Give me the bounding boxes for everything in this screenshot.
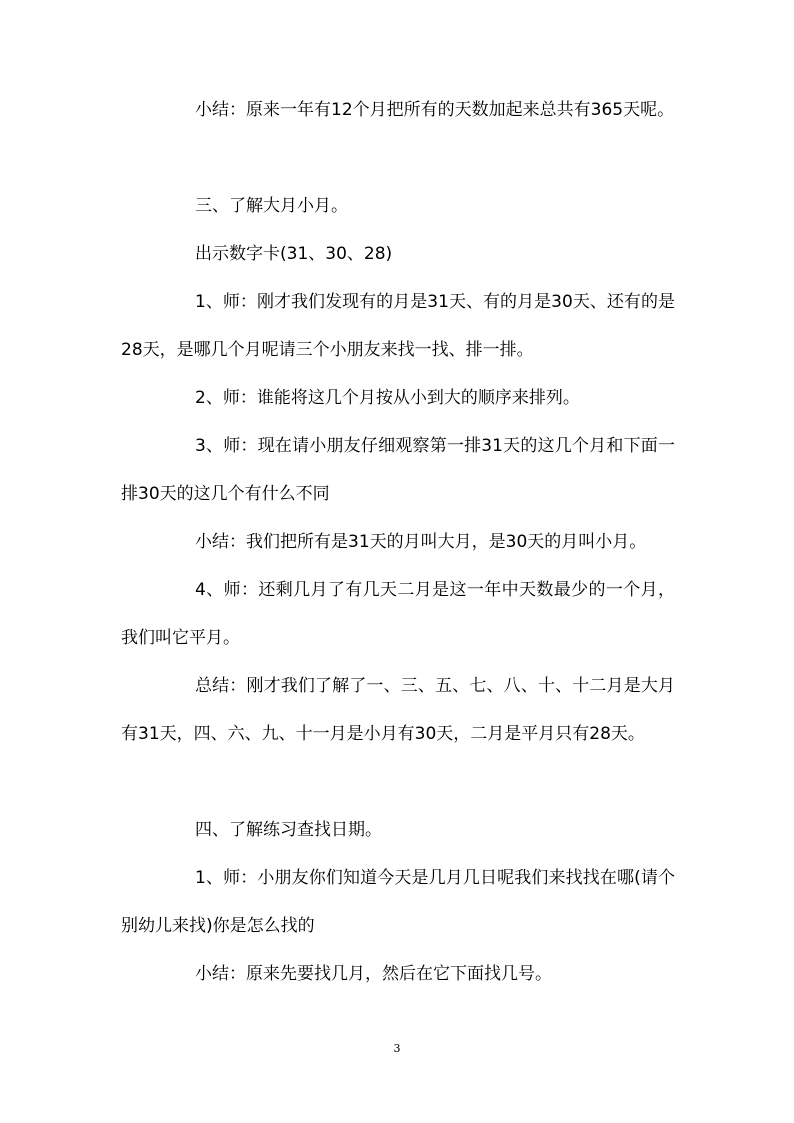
page-number: 3: [393, 1042, 401, 1055]
paragraph-step-4: 4、师：还剩几月了有几天二月是这一年中天数最少的一个月，我们叫它平月。: [121, 580, 675, 648]
paragraph-step-3: 3、师：现在请小朋友仔细观察第一排31天的这几个月和下面一排30天的这几个有什么不同: [121, 436, 675, 504]
paragraph-summary-big-small: 小结：我们把所有是31天的月叫大月，是30天的月叫小月。: [195, 532, 647, 552]
section-heading-big-small-months: 三、了解大月小月。: [195, 196, 348, 216]
paragraph-number-cards: 出示数字卡(31、30、28): [195, 244, 393, 264]
paragraph-step-2: 2、师：谁能将这几个月按从小到大的顺序来排列。: [195, 388, 580, 408]
section-heading-find-dates: 四、了解练习查找日期。: [195, 820, 382, 840]
paragraph-summary-365-days: 小结：原来一年有12个月把所有的天数加起来总共有365天呢。: [195, 100, 675, 120]
paragraph-conclusion: 总结：刚才我们了解了一、三、五、七、八、十、十二月是大月有31天，四、六、九、十一月是小月有30天，二月是平月只有28天。: [121, 676, 675, 744]
paragraph-step-1: 1、师：刚才我们发现有的月是31天、有的月是30天、还有的是28天，是哪几个月呢请三个小朋友来找一找、排一排。: [121, 292, 675, 360]
paragraph-find-date-step-1: 1、师：小朋友你们知道今天是几月几日呢我们来找找在哪(请个别幼儿来找)你是怎么找的: [121, 868, 675, 936]
paragraph-summary-find-date: 小结：原来先要找几月，然后在它下面找几号。: [195, 964, 552, 984]
